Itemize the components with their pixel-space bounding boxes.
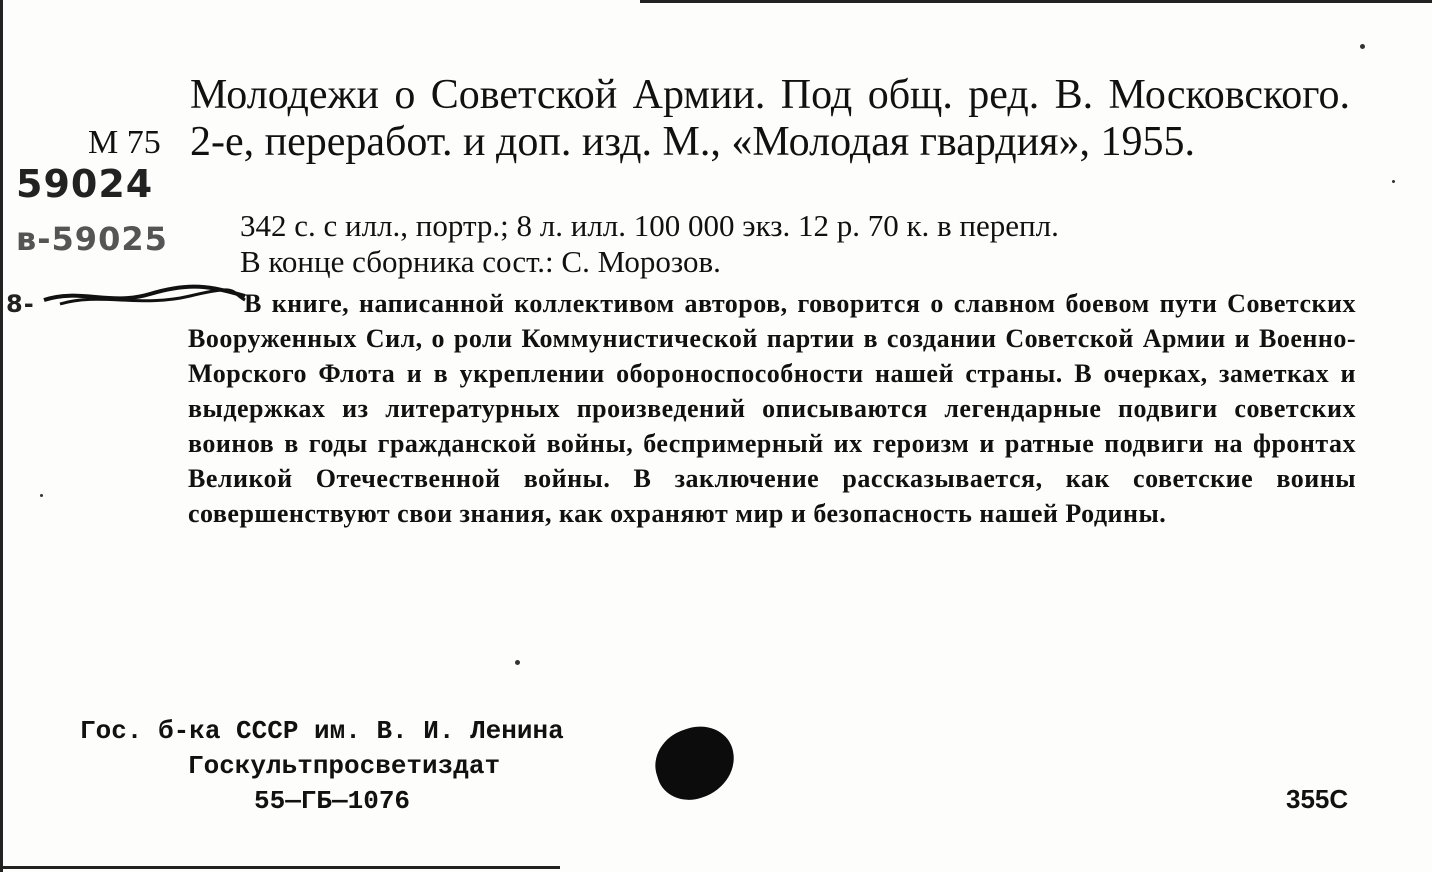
dust-speck bbox=[40, 494, 43, 497]
compiler-note: В конце сборника сост.: С. Морозов. bbox=[240, 244, 721, 279]
order-code: 55—ГБ—1076 bbox=[254, 786, 411, 816]
handwritten-inventory-number-2: в-59025 bbox=[16, 220, 168, 258]
card-edge-left bbox=[0, 0, 3, 872]
card-edge-top bbox=[640, 0, 1432, 3]
bibliographic-details bbox=[240, 208, 1360, 280]
dust-speck bbox=[515, 660, 520, 665]
annotation-block bbox=[188, 286, 1356, 531]
annotation-text: В книге, написанной коллективом авторов, говорится о славном боевом пути Советских Вооруженных Сил, о роли Коммунистической партии в создании Советской Армии и Военно-Морского Флота и в укреплении обороноспособности нашей страны. В очерках, заметках и выдержках из литературных произведений описываются легендарные подвиги советских воинов в годы гражданской войны, беспримерный их героизм и ратные подвиги на фронтах Великой Отечественной войны. В заключение рассказывается, как советские воины совершенствуют свои знания, как охраняют мир и безопасность нашей Родины. bbox=[188, 289, 1356, 528]
handwritten-inventory-number: 59024 bbox=[16, 162, 154, 206]
ink-blot bbox=[646, 717, 744, 808]
card-edge-bottom bbox=[0, 866, 560, 869]
handwritten-inventory-number-3: 8- bbox=[6, 290, 35, 318]
physical-description: 342 с. с илл., портр.; 8 л. илл. 100 000 экз. 12 р. 70 к. в перепл. bbox=[240, 208, 1059, 243]
card-footer bbox=[80, 714, 564, 819]
book-title: Молодежи о Советской Армии. Под общ. ред. В. Московского. 2-е, переработ. и доп. изд. М., «Молодая гвардия», 1955. bbox=[190, 72, 1350, 165]
library-name: Гос. б-ка СССР им. В. И. Ленина bbox=[80, 716, 564, 746]
shelf-mark: М 75 bbox=[88, 124, 161, 161]
dust-speck bbox=[1360, 44, 1365, 49]
card-code: 355С bbox=[1286, 784, 1349, 814]
dust-speck bbox=[1392, 180, 1395, 183]
publisher-name: Госкультпросветиздат bbox=[188, 751, 501, 781]
